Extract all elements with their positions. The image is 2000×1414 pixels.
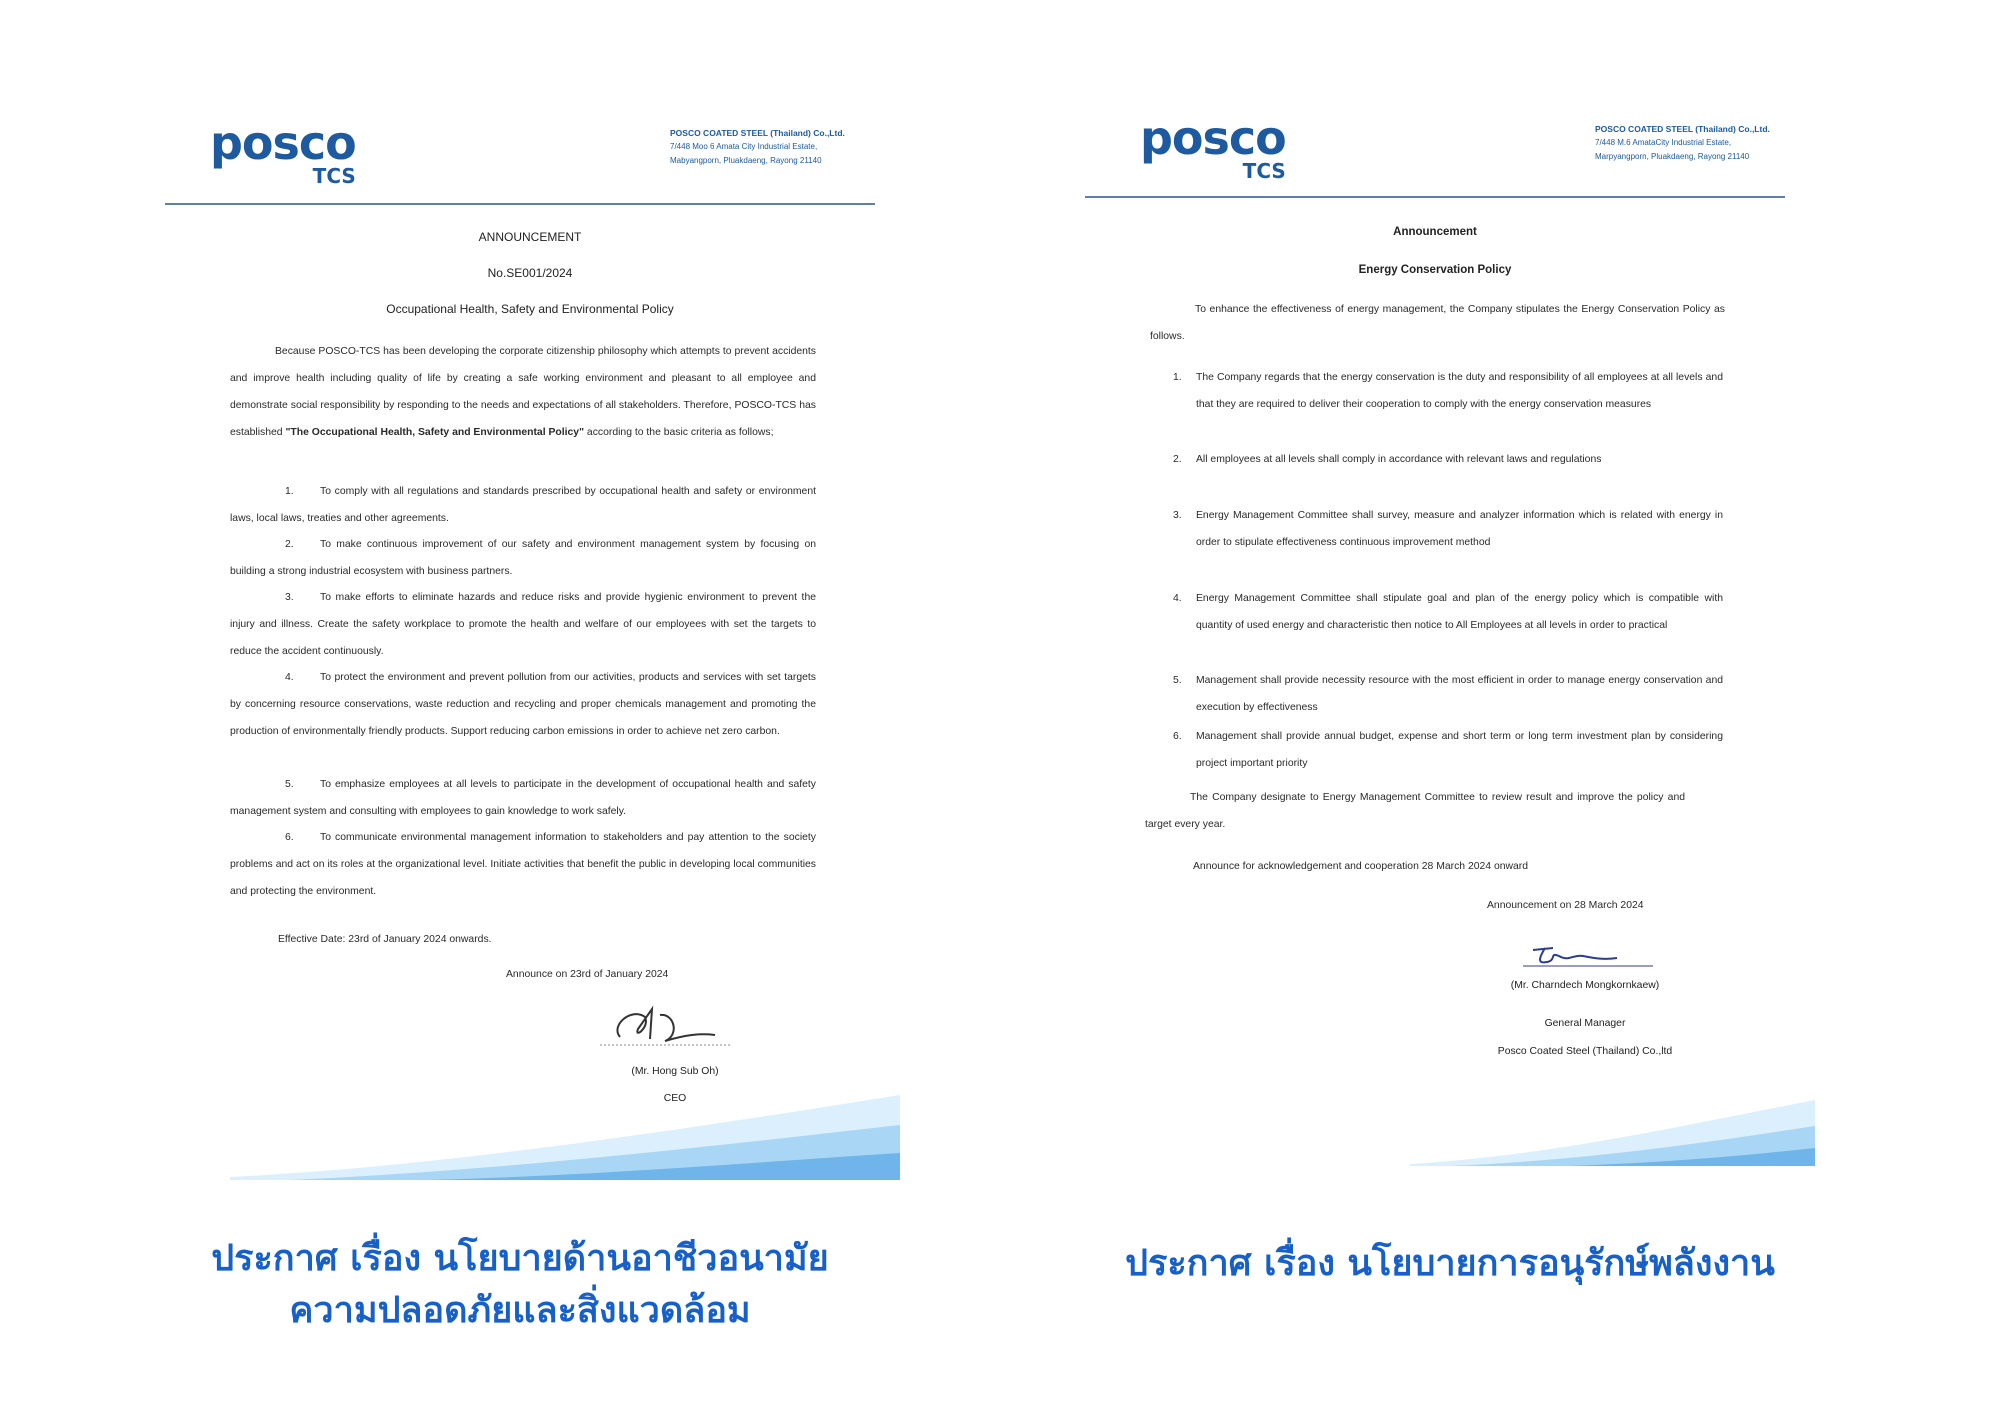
- logo-wordmark: posco: [1140, 111, 1286, 165]
- signer-name: (Mr. Charndech Mongkornkaew): [1510, 980, 1660, 991]
- item-text: All employees at all levels shall comply in accordance with relevant laws and regulations: [1196, 454, 1602, 465]
- policy-list-item: [230, 771, 816, 825]
- posco-logo: [1140, 111, 1286, 183]
- item-number: 3.: [285, 592, 294, 603]
- signature-image: [1513, 938, 1663, 974]
- item-number: 3.: [1173, 510, 1182, 521]
- item-text: To comply with all regulations and standards prescribed by occupational health and safety or environment laws, local laws, treaties and other agreements.: [230, 486, 816, 524]
- intro-bold-text: "The Occupational Health, Safety and Environmental Policy": [285, 427, 585, 438]
- closing-paragraph: The Company designate to Energy Management Committee to review result and improve the policy and target every year.: [1145, 792, 1685, 830]
- decorative-wave: [230, 1095, 900, 1180]
- intro-text: Because POSCO-TCS has been developing the corporate citizenship philosophy which attempts to prevent accidents and improve health including quality of life by creating a safe working environment and pleasant to all employee and demonstrate social responsibility by responding to the needs and expectations of all stakeholders. Therefore, POSCO-TCS has established: [230, 346, 816, 438]
- item-number: 5.: [285, 779, 294, 790]
- policy-list-item: [1173, 446, 1723, 473]
- doc-title: Occupational Health, Safety and Environmental Policy: [386, 302, 674, 316]
- item-text: Energy Management Committee shall survey, measure and analyzer information which is related with energy in order to stipulate effectiveness continuous improvement method: [1196, 510, 1723, 548]
- logo-sub: TCS: [312, 164, 356, 188]
- policy-list-item: [230, 584, 816, 665]
- policy-list-item: [1173, 667, 1723, 721]
- item-number: 4.: [1173, 593, 1182, 604]
- announce-date: Announcement on 28 March 2024: [1487, 900, 1644, 911]
- signer-position: CEO: [663, 1093, 687, 1104]
- intro-end-text: according to the basic criteria as follows;: [586, 427, 774, 438]
- policy-list-item: [1173, 723, 1723, 777]
- caption-line: ความปลอดภัยและสิ่งแวดล้อม: [289, 1290, 751, 1331]
- company-address: [1595, 122, 1770, 164]
- item-number: 1.: [1173, 372, 1182, 383]
- company-address: [670, 126, 845, 168]
- policy-list-item: [1173, 585, 1723, 639]
- ohs-policy-document: [160, 100, 900, 1180]
- item-number: 6.: [1173, 731, 1182, 742]
- doc-number: No.SE001/2024: [487, 266, 573, 280]
- item-text: Management shall provide necessity resource with the most efficient in order to manage energy conservation and execution by effectiveness: [1196, 675, 1723, 713]
- intro-paragraph: [230, 338, 816, 446]
- caption-line: ประกาศ เรื่อง นโยบายด้านอาชีวอนามัย: [211, 1238, 829, 1279]
- item-number: 2.: [285, 539, 294, 550]
- left-document-caption: [140, 1233, 900, 1337]
- signer-name: (Mr. Hong Sub Oh): [631, 1066, 719, 1077]
- item-number: 2.: [1173, 454, 1182, 465]
- company-name: POSCO COATED STEEL (Thailand) Co.,Ltd.: [1595, 124, 1770, 134]
- energy-policy-document: [1085, 100, 1815, 1175]
- doc-heading: ANNOUNCEMENT: [478, 230, 582, 244]
- announce-date: Announce on 23rd of January 2024: [506, 969, 669, 980]
- signer-company: Posco Coated Steel (Thailand) Co.,ltd: [1497, 1046, 1673, 1057]
- company-address-line: Mabyangporn, Pluakdaeng, Rayong 21140: [670, 156, 822, 165]
- policy-list-item: [230, 664, 816, 745]
- item-text: To emphasize employees at all levels to participate in the development of occupational health and safety management system and consulting with employees to gain knowledge to work safely.: [230, 779, 816, 817]
- policy-list-item: [1173, 364, 1723, 418]
- signature-image: [590, 995, 740, 1055]
- doc-title: Energy Conservation Policy: [1358, 264, 1512, 276]
- company-address-line: 7/448 M.6 AmataCity Industrial Estate,: [1595, 138, 1732, 147]
- item-number: 6.: [285, 832, 294, 843]
- header-divider: [1085, 196, 1785, 198]
- item-number: 1.: [285, 486, 294, 497]
- item-text: The Company regards that the energy conservation is the duty and responsibility of all employees at all levels and that they are required to deliver their cooperation to comply with the energy conservation measures: [1196, 372, 1723, 410]
- effective-date: Effective Date: 23rd of January 2024 onwards.: [278, 934, 492, 945]
- intro-paragraph: To enhance the effectiveness of energy management, the Company stipulates the Energy Conservation Policy as follows.: [1150, 304, 1725, 342]
- item-number: 5.: [1173, 675, 1182, 686]
- policy-list-item: [230, 531, 816, 585]
- item-number: 4.: [285, 672, 294, 683]
- policy-list-item: [1173, 502, 1723, 556]
- policy-list-item: [230, 478, 816, 532]
- logo-sub: TCS: [1242, 159, 1286, 183]
- item-text: To make continuous improvement of our safety and environment management system by focusing on building a strong industrial ecosystem with business partners.: [230, 539, 816, 577]
- decorative-wave: [1410, 1100, 1815, 1166]
- acknowledge-line: Announce for acknowledgement and cooperation 28 March 2024 onward: [1193, 861, 1529, 872]
- item-text: Management shall provide annual budget, expense and short term or long term investment plan by considering project important priority: [1196, 731, 1723, 769]
- item-text: To make efforts to eliminate hazards and reduce risks and provide hygienic environment to prevent the injury and illness. Create the safety workplace to promote the health and welfare of our employees with set the targets to reduce the accident continuously.: [230, 592, 816, 657]
- company-address-line: Marpyangporn, Pluakdaeng, Rayong 21140: [1595, 152, 1750, 161]
- caption-line: ประกาศ เรื่อง นโยบายการอนุรักษ์พลังงาน: [1125, 1243, 1775, 1284]
- signer-position: General Manager: [1544, 1018, 1626, 1029]
- policy-list-item: [230, 824, 816, 905]
- right-document-caption: [1080, 1238, 1820, 1290]
- item-text: Energy Management Committee shall stipulate goal and plan of the energy policy which is compatible with quantity of used energy and characteristic then notice to All Employees at all levels in order to practical: [1196, 593, 1723, 631]
- doc-heading: Announcement: [1393, 226, 1477, 238]
- item-text: To communicate environmental management information to stakeholders and pay attention to the society problems and act on its roles at the organizational level. Initiate activities that benefit the public in developing local communities and protecting the environment.: [230, 832, 816, 897]
- company-name: POSCO COATED STEEL (Thailand) Co.,Ltd.: [670, 128, 845, 138]
- company-address-line: 7/448 Moo 6 Amata City Industrial Estate,: [670, 142, 818, 151]
- header-divider: [165, 203, 875, 205]
- logo-wordmark: posco: [210, 116, 356, 170]
- posco-logo: [210, 116, 356, 188]
- item-text: To protect the environment and prevent pollution from our activities, products and services with set targets by concerning resource conservations, waste reduction and recycling and proper chemicals management and promoting the production of environmentally friendly products. Support reducing carbon emissions in order to achieve net zero carbon.: [230, 672, 816, 737]
